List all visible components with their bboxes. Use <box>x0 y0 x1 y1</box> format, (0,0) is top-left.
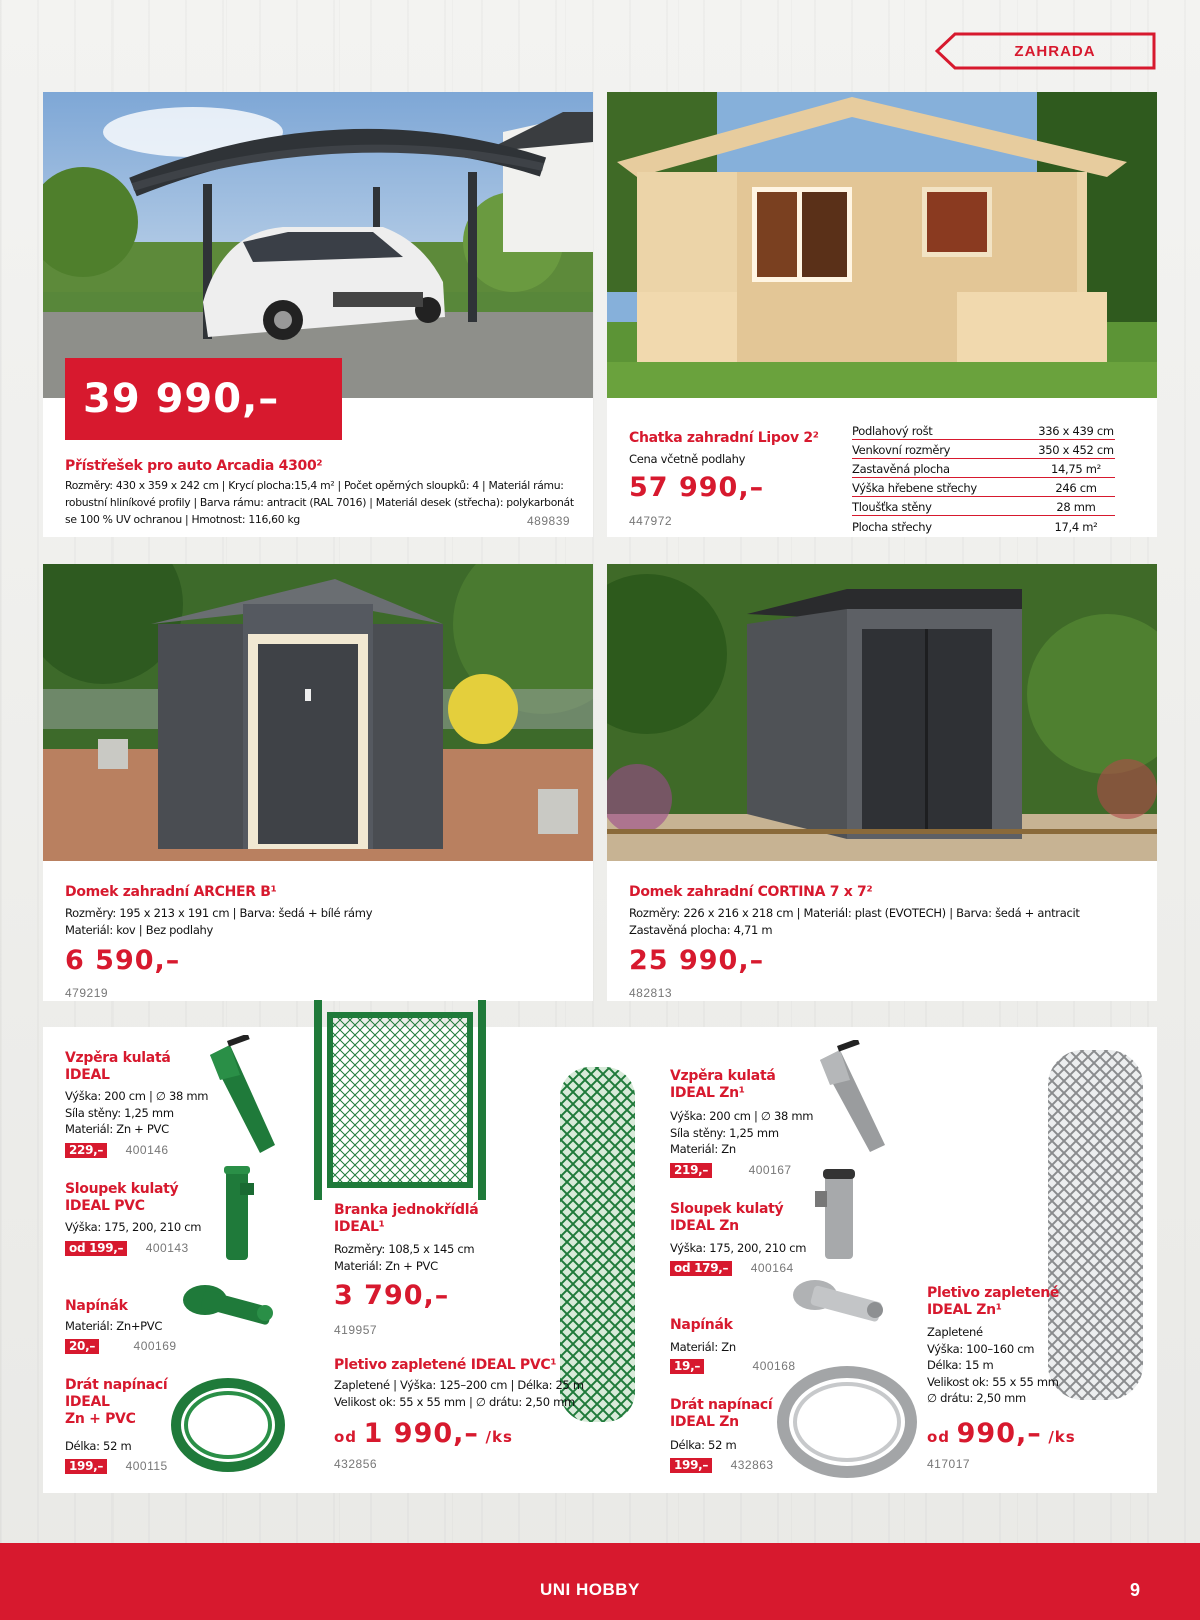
pvc-drat-title-3: Zn + PVC <box>65 1411 136 1427</box>
zn-pletivo-title-1: Pletivo zapletené <box>927 1285 1060 1301</box>
carport-desc-2: robustní hliníkové profily | Barva rámu: antracit (RAL 7016) | Materiál desek (střecha): polykarbonát <box>65 496 574 509</box>
zn-vzpera-title <box>670 1068 776 1102</box>
branka-desc-2: Materiál: Zn + PVC <box>334 1258 438 1273</box>
pvc-drat-title <box>65 1377 167 1428</box>
cortina-desc-2: Zastavěná plocha: 4,71 m <box>629 923 773 937</box>
page-number: 9 <box>1130 1580 1141 1600</box>
pvc-vzpera-title <box>65 1050 171 1084</box>
pvc-sloupek-price-row <box>65 1239 189 1257</box>
pvc-pletivo-desc-1: Zapletené | Výška: 125–200 cm | Délka: 25 m <box>334 1378 584 1392</box>
spec-key: Tloušťka stěny <box>852 500 932 514</box>
pvc-pletivo-desc-2: Velikost ok: 55 x 55 mm | ∅ drátu: 2,50 mm <box>334 1394 575 1409</box>
pvc-napinak-price-row <box>65 1337 177 1355</box>
pvc-vzpera-price: 229,– <box>65 1143 107 1158</box>
zn-pletivo-code: 417017 <box>927 1457 971 1471</box>
carport-code: 489839 <box>527 514 571 528</box>
pvc-pletivo-code: 432856 <box>334 1457 378 1471</box>
brand-logo: UNI HOBBY <box>540 1580 640 1599</box>
pvc-sloupek-desc-1: Výška: 175, 200, 210 cm <box>65 1220 202 1234</box>
zn-napinak-image <box>785 1270 890 1340</box>
pvc-vzpera-price-row <box>65 1141 169 1159</box>
spec-key: Výška hřebene střechy <box>852 481 977 495</box>
zn-vzpera-title-1: Vzpěra kulatá <box>670 1068 776 1084</box>
cabin-price: 57 990,– <box>629 472 765 503</box>
cabin-subtitle: Cena včetně podlahy <box>629 452 746 466</box>
spec-row <box>852 459 1115 478</box>
zn-pletivo-price-value: 990,– <box>956 1418 1042 1449</box>
spec-value: 336 x 439 cm <box>1038 424 1114 438</box>
zn-drat-desc-1: Délka: 52 m <box>670 1438 737 1452</box>
branka-image <box>310 1000 490 1200</box>
cortina-photo <box>607 564 1157 861</box>
pvc-vzpera-desc <box>65 1088 208 1138</box>
zn-drat-price: 199,– <box>670 1458 712 1473</box>
branka-desc-1: Rozměry: 108,5 x 145 cm <box>334 1242 475 1256</box>
pvc-drat-title-1: Drát napínací <box>65 1377 168 1393</box>
zn-napinak-title: Napínák <box>670 1317 733 1333</box>
branka-code: 419957 <box>334 1323 378 1337</box>
zn-vzpera-desc-3: Materiál: Zn <box>670 1142 736 1156</box>
cabin-spec-table <box>852 421 1115 535</box>
zn-drat-image <box>775 1360 920 1480</box>
archer-code: 479219 <box>65 986 109 1000</box>
pvc-pletivo-image <box>555 1062 640 1427</box>
pvc-sloupek-price: od 199,– <box>65 1241 127 1256</box>
zn-pletivo-title-2: IDEAL Zn¹ <box>927 1302 1002 1318</box>
carport-desc-1: Rozměry: 430 x 359 x 242 cm | Krycí plocha:15,4 m² | Počet opěrných sloupků: 4 | Materiál rámu: <box>65 479 564 492</box>
pvc-drat-desc-1: Délka: 52 m <box>65 1439 132 1453</box>
zn-sloupek-image <box>815 1166 860 1261</box>
pvc-vzpera-title-1: Vzpěra kulatá <box>65 1050 171 1066</box>
spec-key: Podlahový rošt <box>852 424 933 438</box>
zn-vzpera-price-row <box>670 1161 792 1179</box>
pvc-sloupek-image <box>220 1163 255 1263</box>
zn-pletivo-desc-4: Velikost ok: 55 x 55 mm <box>927 1374 1059 1389</box>
branka-title-2: IDEAL¹ <box>334 1219 385 1235</box>
pvc-sloupek-title-1: Sloupek kulatý <box>65 1181 179 1197</box>
zn-napinak-desc-1: Materiál: Zn <box>670 1340 736 1354</box>
branka-desc <box>334 1241 474 1274</box>
zn-pletivo-unit: /ks <box>1048 1428 1076 1446</box>
branka-price: 3 790,– <box>334 1280 450 1311</box>
pvc-pletivo-price <box>334 1418 513 1449</box>
zn-sloupek-title-2: IDEAL Zn <box>670 1218 739 1234</box>
spec-row <box>852 421 1115 440</box>
carport-title: Přístřešek pro auto Arcadia 4300² <box>65 458 323 474</box>
zn-pletivo-desc-1: Zapletené <box>927 1325 983 1339</box>
zn-sloupek-price: od 179,– <box>670 1261 732 1276</box>
spec-value: 14,75 m² <box>1051 462 1101 476</box>
zn-drat-title-1: Drát napínací <box>670 1397 773 1413</box>
zn-pletivo-desc-2: Výška: 100–160 cm <box>927 1341 1035 1356</box>
zn-pletivo-price <box>927 1418 1076 1449</box>
archer-photo <box>43 564 593 861</box>
branka-title <box>334 1202 478 1236</box>
zn-pletivo-od: od <box>927 1428 951 1446</box>
spec-value: 17,4 m² <box>1054 520 1098 534</box>
spec-value: 246 cm <box>1055 481 1097 495</box>
zn-napinak-price: 19,– <box>670 1359 704 1374</box>
cortina-code: 482813 <box>629 986 673 1000</box>
zn-vzpera-code: 400167 <box>748 1163 792 1177</box>
zn-pletivo-title <box>927 1285 1059 1319</box>
pvc-vzpera-desc-3: Materiál: Zn + PVC <box>65 1122 169 1136</box>
spec-row <box>852 497 1115 516</box>
spec-value: 350 x 452 cm <box>1038 443 1114 457</box>
zn-vzpera-image <box>815 1040 890 1155</box>
cabin-photo <box>607 92 1157 398</box>
carport-desc-3: se 100 % UV ochranou | Hmotnost: 116,60 kg <box>65 513 300 526</box>
zn-vzpera-price: 219,– <box>670 1163 712 1178</box>
branka-title-1: Branka jednokřídlá <box>334 1202 479 1218</box>
pvc-pletivo-desc <box>334 1377 584 1410</box>
spec-value: 28 mm <box>1056 500 1096 514</box>
pvc-drat-image <box>168 1370 288 1475</box>
pvc-vzpera-desc-1: Výška: 200 cm | ∅ 38 mm <box>65 1089 209 1103</box>
zn-vzpera-desc-2: Síla stěny: 1,25 mm <box>670 1125 779 1140</box>
carport-photo <box>43 92 593 398</box>
pvc-sloupek-code: 400143 <box>145 1241 189 1255</box>
cortina-desc-1: Rozměry: 226 x 216 x 218 cm | Materiál: plast (EVOTECH) | Barva: šedá + antracit <box>629 906 1080 920</box>
zn-drat-title <box>670 1397 772 1431</box>
pvc-vzpera-title-2: IDEAL <box>65 1067 110 1083</box>
zn-sloupek-code: 400164 <box>750 1261 794 1275</box>
zn-sloupek-desc-1: Výška: 175, 200, 210 cm <box>670 1241 807 1255</box>
pvc-pletivo-od: od <box>334 1428 358 1446</box>
zn-sloupek-title-1: Sloupek kulatý <box>670 1201 784 1217</box>
zn-napinak-code: 400168 <box>752 1359 796 1373</box>
spec-key: Plocha střechy <box>852 520 932 534</box>
pvc-drat-title-2: IDEAL <box>65 1394 110 1410</box>
carport-price: 39 990,– <box>65 358 342 440</box>
cabin-code: 447972 <box>629 514 673 528</box>
cortina-price: 25 990,– <box>629 945 765 976</box>
pvc-pletivo-unit: /ks <box>485 1428 513 1446</box>
pvc-sloupek-title-2: IDEAL PVC <box>65 1198 145 1214</box>
pvc-pletivo-title: Pletivo zapletené IDEAL PVC¹ <box>334 1357 557 1373</box>
pvc-pletivo-price-value: 1 990,– <box>363 1418 479 1449</box>
pvc-napinak-price: 20,– <box>65 1339 99 1354</box>
cortina-title: Domek zahradní CORTINA 7 x 7² <box>629 884 873 900</box>
archer-price: 6 590,– <box>65 945 181 976</box>
spec-row <box>852 440 1115 459</box>
zn-sloupek-title <box>670 1201 783 1235</box>
cabin-title: Chatka zahradní Lipov 2² <box>629 430 819 446</box>
spec-row <box>852 478 1115 497</box>
pvc-napinak-desc-1: Materiál: Zn+PVC <box>65 1319 163 1333</box>
zn-sloupek-price-row <box>670 1259 794 1277</box>
pvc-vzpera-code: 400146 <box>125 1143 169 1157</box>
pvc-sloupek-title <box>65 1181 178 1215</box>
zn-vzpera-title-2: IDEAL Zn¹ <box>670 1085 745 1101</box>
pvc-napinak-code: 400169 <box>133 1339 177 1353</box>
zn-drat-title-2: IDEAL Zn <box>670 1414 739 1430</box>
archer-desc-2: Materiál: kov | Bez podlahy <box>65 923 214 937</box>
archer-title: Domek zahradní ARCHER B¹ <box>65 884 277 900</box>
archer-desc-1: Rozměry: 195 x 213 x 191 cm | Barva: šedá + bílé rámy <box>65 906 373 920</box>
spec-key: Venkovní rozměry <box>852 443 951 457</box>
zn-drat-price-row <box>670 1456 774 1474</box>
spec-key: Zastavěná plocha <box>852 462 950 476</box>
pvc-napinak-image <box>175 1275 280 1335</box>
category-tag <box>935 32 1157 70</box>
pvc-drat-price: 199,– <box>65 1459 107 1474</box>
zn-pletivo-desc-5: ∅ drátu: 2,50 mm <box>927 1391 1026 1405</box>
zn-pletivo-desc-3: Délka: 15 m <box>927 1358 994 1372</box>
pvc-vzpera-desc-2: Síla stěny: 1,25 mm <box>65 1105 174 1120</box>
pvc-drat-price-row <box>65 1457 168 1475</box>
zn-vzpera-desc <box>670 1108 813 1158</box>
zn-vzpera-desc-1: Výška: 200 cm | ∅ 38 mm <box>670 1109 814 1123</box>
zn-drat-code: 432863 <box>730 1458 774 1472</box>
pvc-napinak-title: Napínák <box>65 1298 128 1314</box>
pvc-vzpera-image <box>205 1035 280 1160</box>
category-label: ZAHRADA <box>1014 42 1096 60</box>
pvc-drat-code: 400115 <box>125 1459 168 1473</box>
spec-row <box>852 516 1115 535</box>
zn-pletivo-desc <box>927 1324 1059 1407</box>
